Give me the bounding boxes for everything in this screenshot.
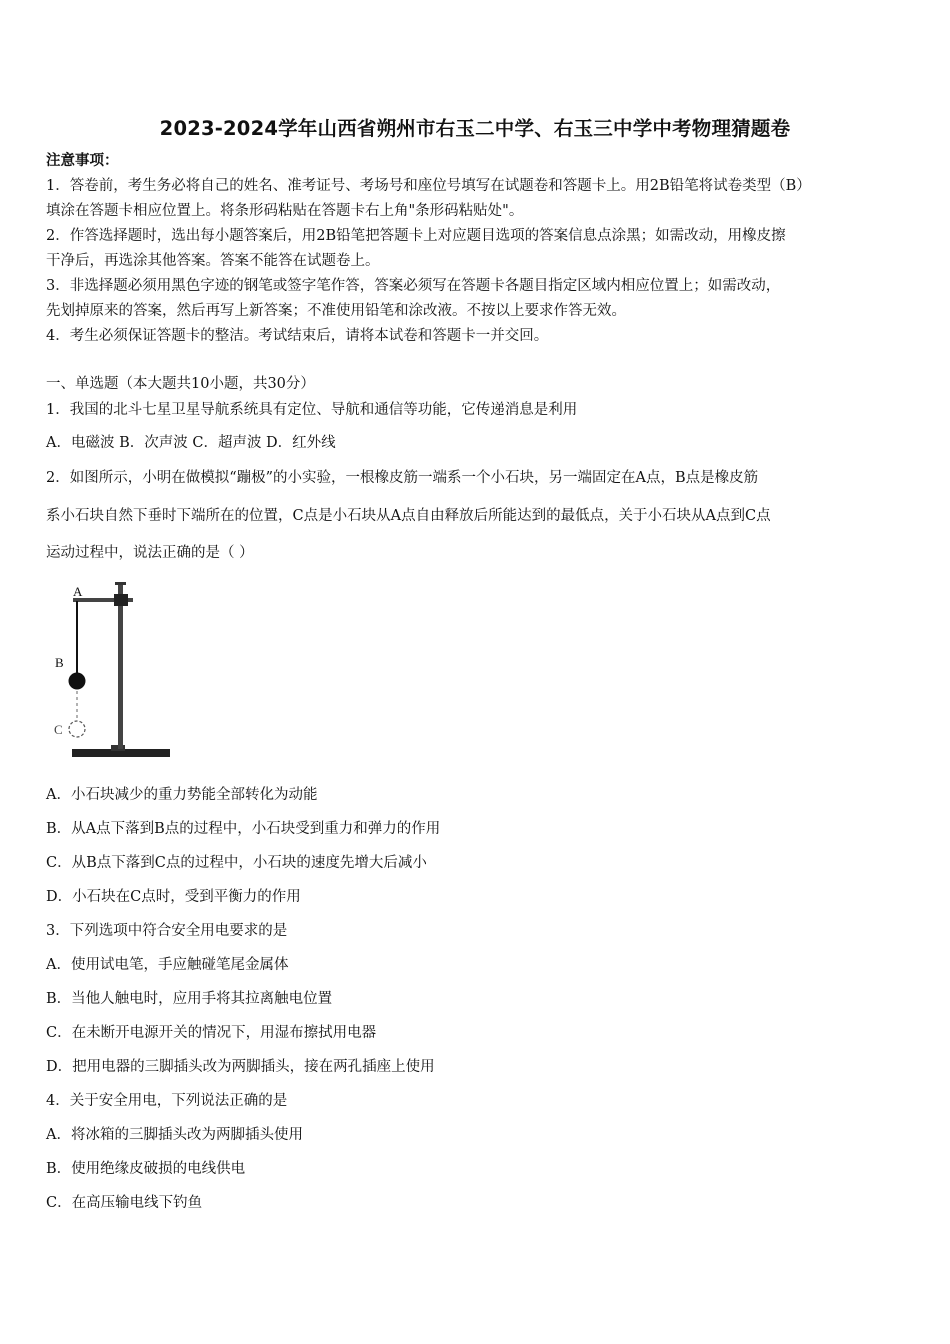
section-heading: 一、单选题（本大题共10小题，共30分）: [46, 376, 315, 392]
stone-position-c: [69, 721, 85, 737]
q3-stem: 3．下列选项中符合安全用电要求的是: [46, 923, 288, 939]
q3-option: A．使用试电笔，手应触碰笔尾金属体: [46, 957, 289, 973]
q4-option: A．将冰箱的三脚插头改为两脚插头使用: [46, 1127, 303, 1143]
q2-stem-line: 系小石块自然下垂时下端所在的位置，C点是小石块从A点自由释放后所能达到的最低点，关于小石块从A点到C点: [46, 508, 771, 524]
notes-line: 先划掉原来的答案，然后再写上新答案；不准使用铅笔和涂改液。不按以上要求作答无效。: [46, 303, 626, 319]
notes-line: 1．答卷前，考生务必将自己的姓名、准考证号、考场号和座位号填写在试题卷和答题卡上。用2B铅笔将试卷类型（B）: [46, 178, 811, 194]
pole-cap: [115, 582, 126, 585]
stand-pole: [118, 583, 123, 749]
q2-stem-line: 2．如图所示，小明在做模拟“蹦极”的小实验，一根橡皮筋一端系一个小石块，另一端固定在A点，B点是橡皮筋: [46, 470, 759, 486]
q4-option: C．在高压输电线下钓鱼: [46, 1195, 203, 1211]
q2-option: A．小石块减少的重力势能全部转化为动能: [46, 787, 318, 803]
q2-option: C．从B点下落到C点的过程中，小石块的速度先增大后减小: [46, 855, 427, 871]
q2-stem-line: 运动过程中，说法正确的是（ ）: [46, 545, 254, 561]
stone: [69, 673, 86, 690]
notes-line: 3．非选择题必须用黑色字迹的钢笔或签字笔作答，答案必须写在答题卡各题目指定区域内相应位置上；如需改动，: [46, 278, 781, 294]
q3-option: C．在未断开电源开关的情况下，用湿布擦拭用电器: [46, 1025, 377, 1041]
label-c: C: [54, 722, 63, 737]
q1-options: A．电磁波 B．次声波 C．超声波 D．红外线: [46, 435, 336, 451]
notes-line: 填涂在答题卡相应位置上。将条形码粘贴在答题卡右上角"条形码粘贴处"。: [46, 203, 524, 219]
exam-title: 2023-2024学年山西省朔州市右玉二中学、右玉三中学中考物理猜题卷: [159, 117, 791, 140]
bungee-experiment-figure: [48, 577, 178, 767]
q2-option: D．小石块在C点时，受到平衡力的作用: [46, 889, 301, 905]
notes-line: 干净后，再选涂其他答案。答案不能答在试题卷上。: [46, 253, 380, 269]
label-b: B: [55, 655, 64, 670]
q3-option: B．当他人触电时，应用手将其拉离触电位置: [46, 991, 333, 1007]
q4-stem: 4．关于安全用电，下列说法正确的是: [46, 1093, 288, 1109]
q2-option: B．从A点下落到B点的过程中，小石块受到重力和弹力的作用: [46, 821, 441, 837]
q3-option: D．把用电器的三脚插头改为两脚插头，接在两孔插座上使用: [46, 1059, 435, 1075]
label-a: A: [73, 584, 83, 599]
q1-stem: 1．我国的北斗七星卫星导航系统具有定位、导航和通信等功能，它传递消息是利用: [46, 402, 578, 418]
q4-option: B．使用绝缘皮破损的电线供电: [46, 1161, 246, 1177]
notes-line: 2．作答选择题时，选出每小题答案后，用2B铅笔把答题卡上对应题目选项的答案信息点涂黑；如需改动，用橡皮擦: [46, 228, 786, 244]
notes-heading: 注意事项：: [46, 152, 119, 169]
notes-line: 4．考生必须保证答题卡的整洁。考试结束后，请将本试卷和答题卡一并交回。: [46, 328, 549, 344]
arm-clamp: [114, 594, 128, 606]
